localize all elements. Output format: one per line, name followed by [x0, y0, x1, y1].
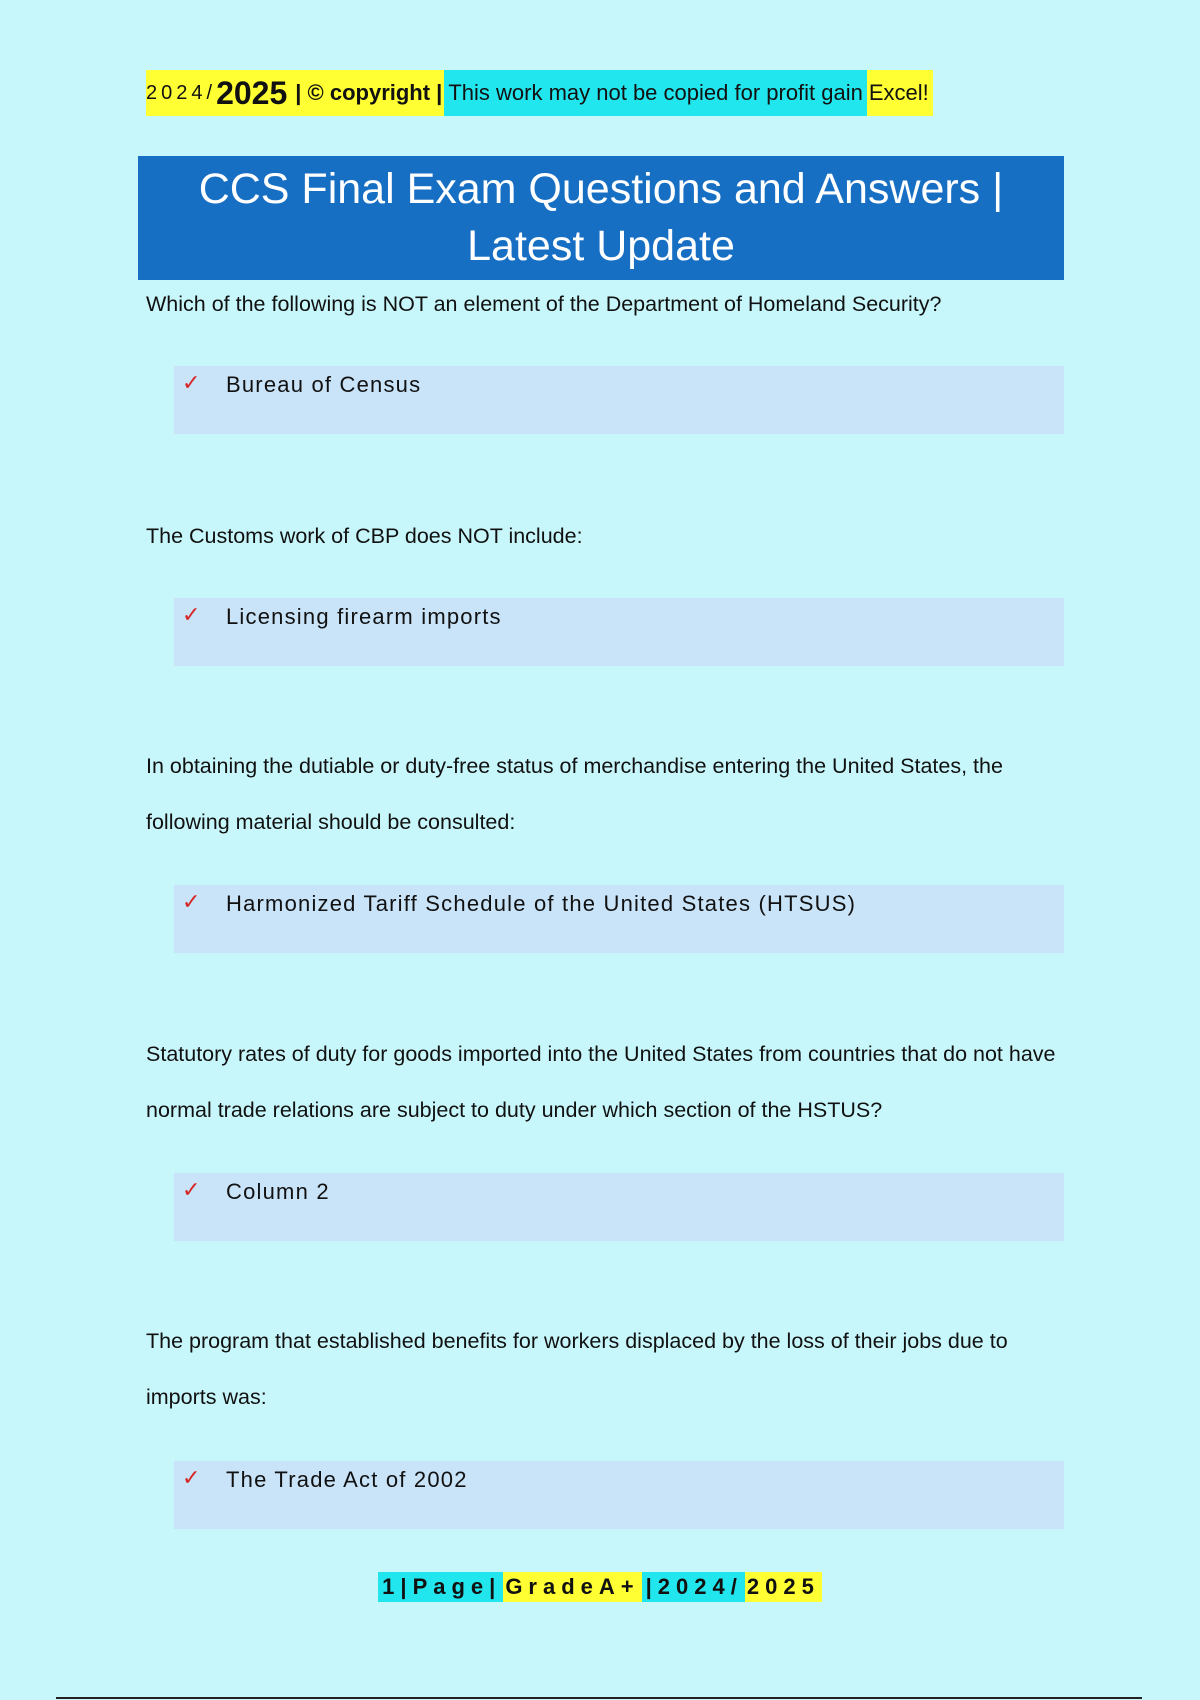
question-4: Statutory rates of duty for goods imported into the United States from countries that do not have normal trade relations are subject to duty under which section of the HSTUS? [146, 1042, 1056, 1122]
header-copyright: | © copyright | [295, 80, 443, 105]
bottom-divider [56, 1697, 1142, 1699]
footer-page: 1|Page| [378, 1572, 503, 1602]
page-footer [0, 1572, 1200, 1602]
checkmark-icon: ✓ [182, 1465, 201, 1490]
checkmark-icon: ✓ [182, 1177, 201, 1202]
answer-box-4 [174, 1173, 1064, 1241]
header-year-small: 2024/ [146, 81, 217, 104]
document-title [138, 156, 1064, 280]
footer-year: 2025 [745, 1572, 822, 1602]
checkmark-icon: ✓ [182, 889, 201, 914]
answer-box-2 [174, 598, 1064, 666]
header-line [146, 70, 933, 116]
question-3: In obtaining the dutiable or duty-free status of merchandise entering the United States, the following material should be consulted: [146, 754, 1003, 834]
document-title-text: CCS Final Exam Questions and Answers | Latest Update [198, 165, 1004, 270]
question-2: The Customs work of CBP does NOT include: [146, 524, 583, 548]
footer-grade: GradeA+ [503, 1572, 641, 1602]
question-5: The program that established benefits for workers displaced by the loss of their jobs due to imports was: [146, 1329, 1008, 1409]
checkmark-icon: ✓ [182, 370, 201, 395]
question-1: Which of the following is NOT an element of the Department of Homeland Security? [146, 292, 942, 316]
checkmark-icon: ✓ [182, 602, 201, 627]
answer-2: Licensing firearm imports [226, 604, 502, 629]
header-notice: This work may not be copied for profit gain [444, 70, 867, 116]
header-year-highlight [146, 70, 444, 116]
answer-box-3 [174, 885, 1064, 953]
answer-5: The Trade Act of 2002 [226, 1467, 468, 1492]
answer-4: Column 2 [226, 1179, 330, 1204]
header-year-big: 2025 [216, 74, 288, 111]
footer-separator: |2024/ [642, 1572, 745, 1602]
answer-1: Bureau of Census [226, 372, 422, 397]
answer-box-1 [174, 366, 1064, 434]
header-brand: Excel! [867, 70, 933, 116]
answer-box-5 [174, 1461, 1064, 1529]
answer-3: Harmonized Tariff Schedule of the United States (HTSUS) [226, 891, 857, 916]
